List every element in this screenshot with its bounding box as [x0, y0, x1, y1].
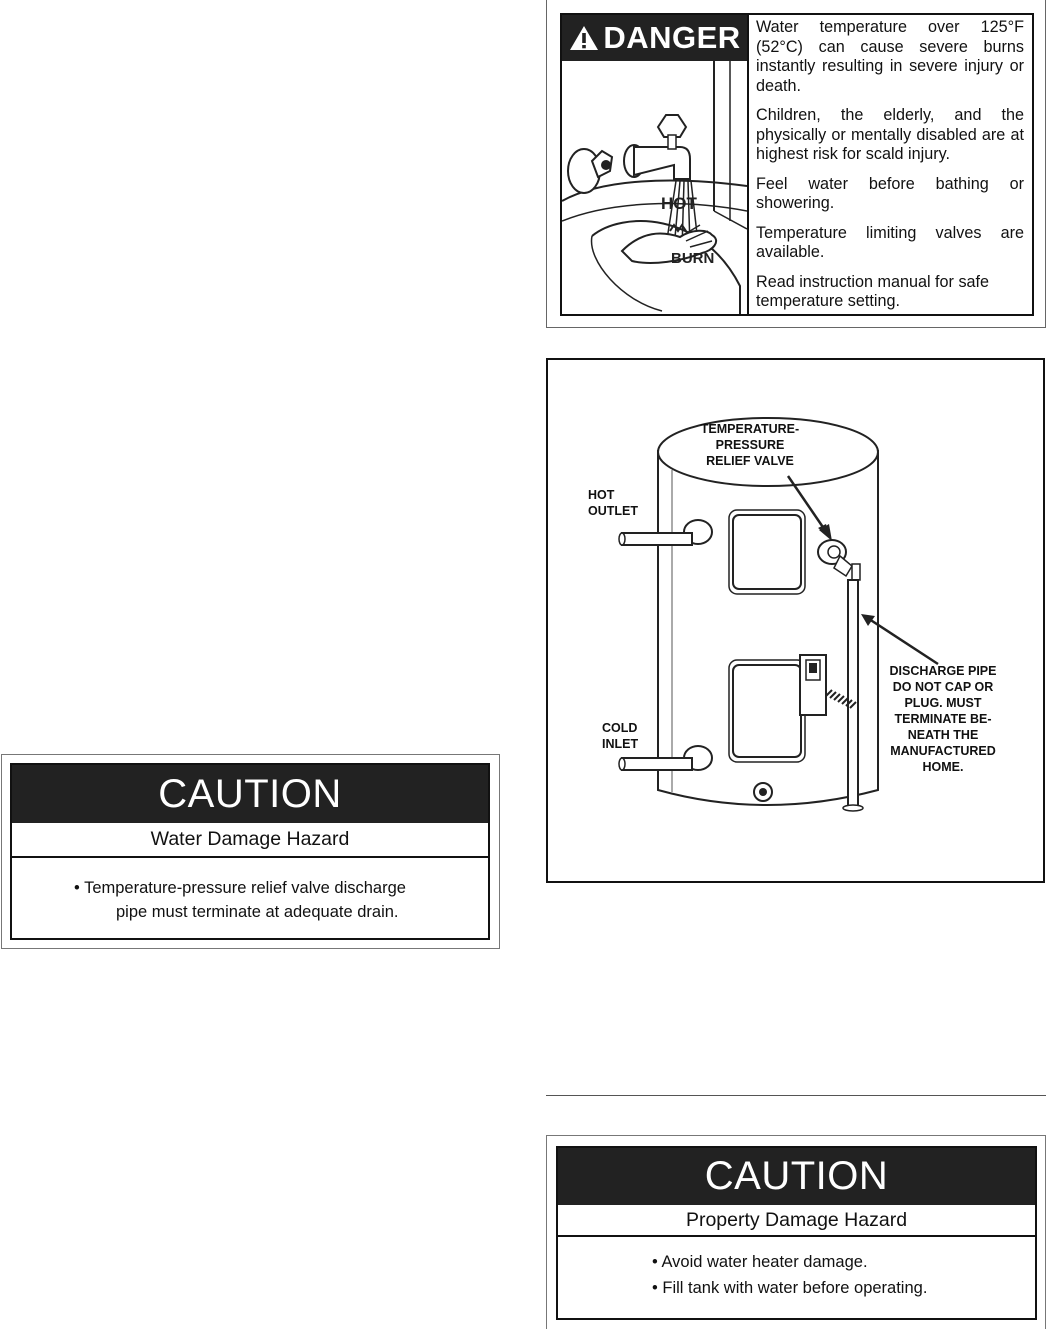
caution-property-line-1: • Avoid water heater damage. [652, 1253, 868, 1271]
danger-paragraph-4: Temperature limiting valves are available. [756, 223, 1024, 261]
caution-property-title: CAUTION [558, 1148, 1035, 1205]
caution-property-subtitle: Property Damage Hazard [558, 1205, 1035, 1237]
discharge-pipe-label: DISCHARGE PIPE DO NOT CAP OR PLUG. MUST TERMINATE BE- NEATH THE MANUFACTURED HOME. [889, 664, 997, 774]
caution-water-message [74, 876, 474, 924]
danger-paragraph-5: Read instruction manual for safe temperature setting. [756, 272, 990, 310]
caution-water-subtitle: Water Damage Hazard [12, 823, 488, 858]
caution-property-message [652, 1249, 1032, 1301]
cold-inlet-label: COLD INLET [602, 721, 639, 751]
hot-outlet-label: HOT OUTLET [588, 488, 638, 518]
caution-water-line-2: pipe must terminate at adequate drain. [116, 903, 399, 921]
danger-message [756, 18, 1024, 322]
danger-paragraph-3: Feel water before bathing or showering. [756, 174, 1024, 212]
scald-hand-illustration [562, 61, 747, 314]
burn-text: BURN [671, 250, 715, 267]
warning-triangle-icon [569, 24, 599, 52]
danger-divider [747, 15, 749, 314]
section-divider [546, 1095, 1046, 1096]
danger-title: DANGER [603, 20, 741, 55]
relief-valve-label: TEMPERATURE- PRESSURE RELIEF VALVE [700, 422, 800, 468]
caution-water-line-1: • Temperature-pressure relief valve discharge [74, 879, 406, 897]
caution-property-line-2: • Fill tank with water before operating. [652, 1279, 928, 1297]
hot-text: HOT [661, 194, 697, 213]
danger-paragraph-1: Water temperature over 125°F (52°C) can cause severe burns instantly resulting in severe injury or death. [756, 18, 1024, 95]
danger-paragraph-2: Children, the elderly, and the physically or mentally disabled are at highest risk for scald injury. [756, 106, 1024, 163]
danger-header [562, 15, 748, 61]
caution-water-title: CAUTION [12, 765, 488, 823]
